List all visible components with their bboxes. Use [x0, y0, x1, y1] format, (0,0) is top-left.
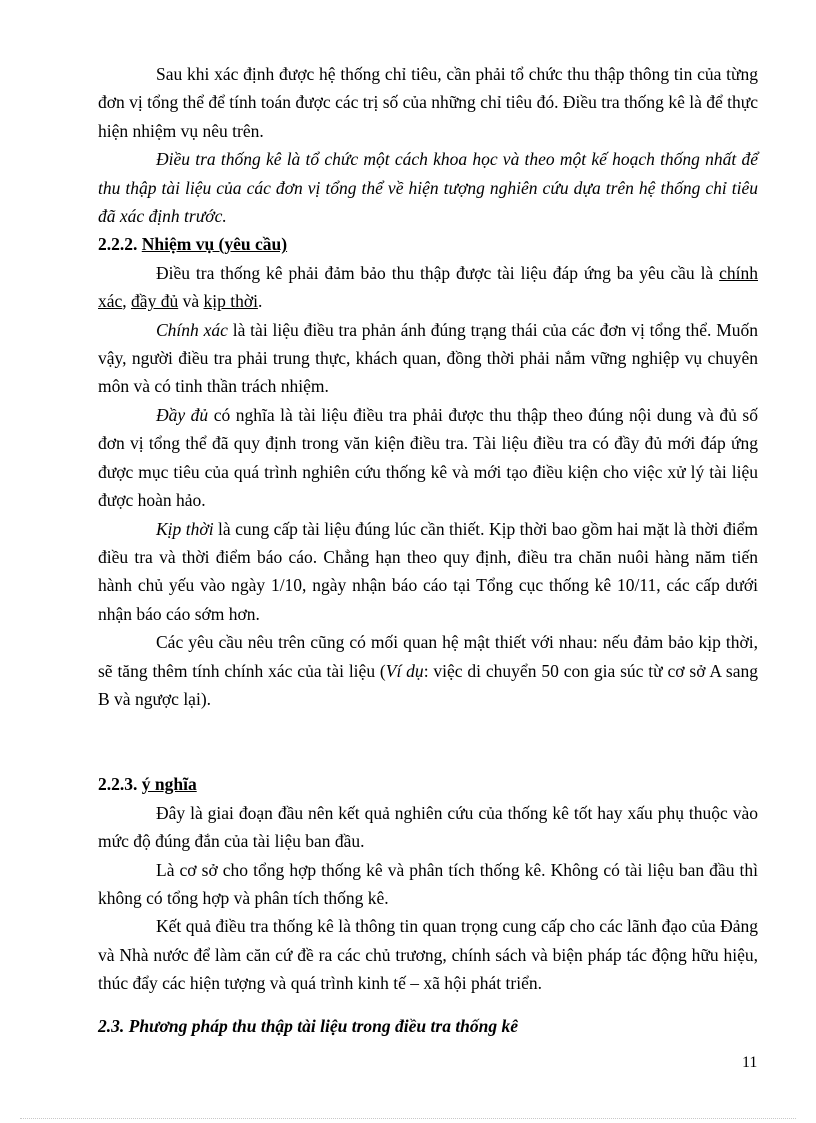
page-body — [98, 60, 758, 1040]
text-span: . — [257, 291, 263, 312]
paragraph-definition: Điều tra thống kê là tổ chức một cách khoa học và theo một kế hoạch thống nhất để thu thập tài liệu của các đơn vị tổng thể về hiện tượng nghiên cứu dựa trên hệ thống chỉ tiêu đã xác định trước. — [98, 149, 758, 227]
heading-title: Nhiệm vụ (yêu cầu) — [141, 234, 288, 255]
heading-number: 2.2.3. — [98, 774, 138, 795]
heading-2-2-3 — [98, 770, 758, 798]
term-kip-thoi: kịp thời — [203, 291, 258, 312]
heading-number: 2.2.2. — [98, 234, 138, 255]
page-number: 11 — [742, 1054, 758, 1071]
spacer — [98, 998, 758, 1012]
text-span: và — [178, 291, 204, 312]
text-span: Điều tra thống kê phải đảm bảo thu thập được tài liệu đáp ứng ba yêu cầu là — [156, 262, 720, 283]
term-chinh-xac: chính xác — [98, 262, 758, 312]
term-label: Chính xác — [156, 319, 228, 340]
paragraph-intro: Sau khi xác định được hệ thống chỉ tiêu, cần phải tổ chức thu thập thông tin của từng đơn vị tổng thể để tính toán được các trị số của những chỉ tiêu đó. Điều tra thống kê là để thực hiện nhiệm vụ nêu trên. — [98, 64, 758, 141]
heading-title: ý nghĩa — [141, 774, 197, 795]
text-span: là cung cấp tài liệu đúng lúc cần thiết. Kịp thời bao gồm hai mặt là thời điểm điều tra và thời điểm báo cáo. Chẳng hạn theo quy định, điều tra chăn nuôi hàng năm tiến hành chủ yếu vào ngày 1/10, ngày nhận báo cáo tại Tổng cục thống kê 10/11, các cấp dưới nhận báo cáo sớm hơn. — [98, 518, 758, 624]
paragraph-timeliness — [98, 515, 758, 629]
paragraph-completeness — [98, 401, 758, 515]
heading-2-2-2 — [98, 230, 758, 258]
heading-2-3: 2.3. Phương pháp thu thập tài liệu trong điều tra thống kê — [98, 1015, 519, 1036]
text-span: là tài liệu điều tra phản ánh đúng trạng thái của các đơn vị tổng thể. Muốn vậy, người điều tra phải trung thực, khách quan, đồng thời phải nắm vững nghiệp vụ chuyên môn và có tinh thần trách nhiệm. — [98, 319, 759, 397]
paragraph-significance-1: Đây là giai đoạn đầu nên kết quả nghiên cứu của thống kê tốt hay xấu phụ thuộc vào mức độ đúng đắn của tài liệu ban đầu. — [98, 802, 758, 852]
paragraph-accuracy — [98, 316, 758, 401]
example-label: Ví dụ — [385, 660, 424, 681]
text-span: có nghĩa là tài liệu điều tra phải được thu thập theo đúng nội dung và đủ số đơn vị tổng thể đã quy định trong văn kiện điều tra. Tài liệu điều tra có đầy đủ mới đáp ứng được mục tiêu của quá trình nghiên cứu thống kê và mới tạo điều kiện cho việc xử lý tài liệu được hoàn hảo. — [98, 404, 758, 511]
paragraph-requirements — [98, 259, 758, 316]
paragraph-significance-3: Kết quả điều tra thống kê là thông tin quan trọng cung cấp cho các lãnh đạo của Đảng và Nhà nước để làm căn cứ đề ra các chủ trương, chính sách và biện pháp tác động hữu hiệu, thúc đẩy các hiện tượng và quá trình kinh tế – xã hội phát triển. — [98, 916, 758, 994]
paragraph-relationship — [98, 628, 758, 713]
paragraph-significance-2: Là cơ sở cho tổng hợp thống kê và phân tích thống kê. Không có tài liệu ban đầu thì không có tổng hợp và phân tích thống kê. — [98, 859, 758, 908]
page-break-line — [20, 1118, 796, 1119]
text-span: : việc di chuyển 50 con gia súc từ cơ sở A sang B và ngược lại). — [98, 660, 758, 709]
term-day-du: đầy đủ — [131, 291, 179, 312]
spacer — [98, 713, 758, 770]
text-span: , — [122, 291, 132, 312]
term-label: Đầy đủ — [156, 404, 209, 425]
term-label: Kịp thời — [156, 518, 214, 539]
text-span: Các yêu cầu nêu trên cũng có mối quan hệ mật thiết với nhau: nếu đảm bảo kịp thời, sẽ tăng thêm tính chính xác của tài liệu ( — [98, 632, 758, 681]
